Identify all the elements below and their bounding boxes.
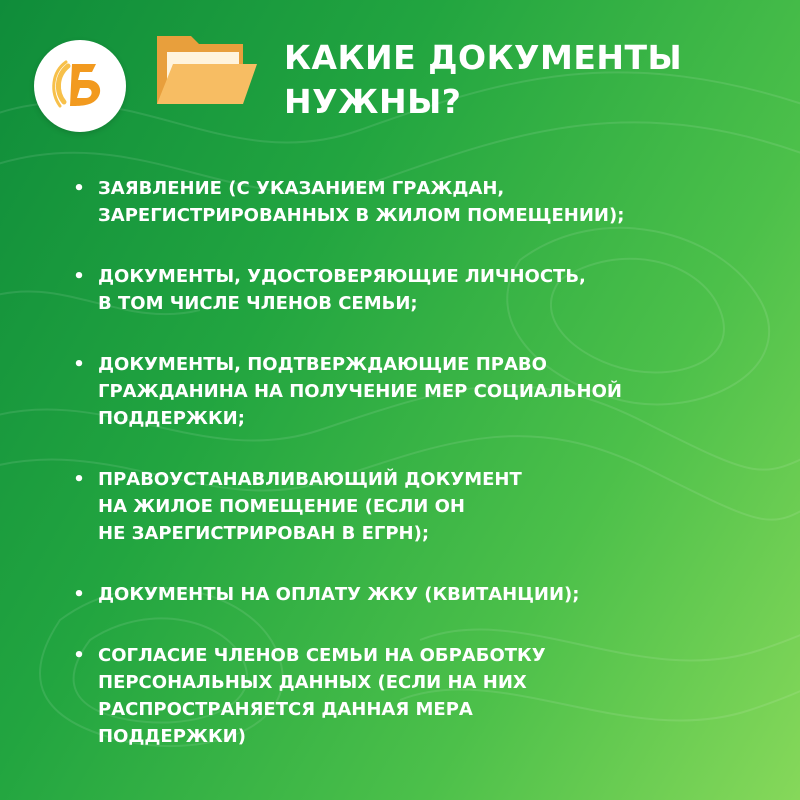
list-item	[72, 175, 772, 229]
list-item	[72, 466, 772, 547]
orange-b-logo-icon	[34, 40, 126, 132]
item-line: ПОДДЕРЖКИ;	[98, 408, 245, 429]
bullet: •	[73, 645, 85, 666]
item-line: НЕ ЗАРЕГИСТРИРОВАН В ЕГРН);	[98, 523, 430, 544]
item-line: ЗАРЕГИСТРИРОВАННЫХ В ЖИЛОМ ПОМЕЩЕНИИ);	[98, 205, 625, 226]
bullet: •	[73, 354, 85, 375]
item-line: НА ЖИЛОЕ ПОМЕЩЕНИЕ (ЕСЛИ ОН	[98, 496, 465, 517]
list-item	[72, 263, 772, 317]
page-title	[284, 36, 682, 124]
item-line: РАСПРОСТРАНЯЕТСЯ ДАННАЯ МЕРА	[98, 699, 473, 720]
item-line: ЗАЯВЛЕНИЕ (С УКАЗАНИЕМ ГРАЖДАН,	[98, 178, 505, 199]
documents-list	[72, 175, 772, 784]
bullet: •	[73, 584, 85, 605]
list-item	[72, 351, 772, 432]
bullet: •	[73, 178, 85, 199]
item-line: ПРАВОУСТАНАВЛИВАЮЩИЙ ДОКУМЕНТ	[98, 469, 522, 490]
item-line: ПЕРСОНАЛЬНЫХ ДАННЫХ (ЕСЛИ НА НИХ	[98, 672, 527, 693]
item-line: В ТОМ ЧИСЛЕ ЧЛЕНОВ СЕМЬИ;	[98, 293, 418, 314]
title-line: НУЖНЫ?	[284, 82, 462, 121]
logo	[34, 40, 126, 132]
bullet: •	[73, 266, 85, 287]
list-item	[72, 581, 772, 608]
title-line: КАКИЕ ДОКУМЕНТЫ	[284, 38, 683, 77]
item-line: ДОКУМЕНТЫ, ПОДТВЕРЖДАЮЩИЕ ПРАВО	[98, 354, 547, 375]
bullet: •	[73, 469, 85, 490]
item-line: ДОКУМЕНТЫ НА ОПЛАТУ ЖКУ (КВИТАНЦИИ);	[98, 584, 580, 605]
folder-icon	[151, 30, 261, 110]
item-line: СОГЛАСИЕ ЧЛЕНОВ СЕМЬИ НА ОБРАБОТКУ	[98, 645, 546, 666]
item-line: ГРАЖДАНИНА НА ПОЛУЧЕНИЕ МЕР СОЦИАЛЬНОЙ	[98, 381, 622, 402]
list-item	[72, 642, 772, 750]
item-line: ДОКУМЕНТЫ, УДОСТОВЕРЯЮЩИЕ ЛИЧНОСТЬ,	[98, 266, 586, 287]
item-line: ПОДДЕРЖКИ)	[98, 726, 246, 747]
